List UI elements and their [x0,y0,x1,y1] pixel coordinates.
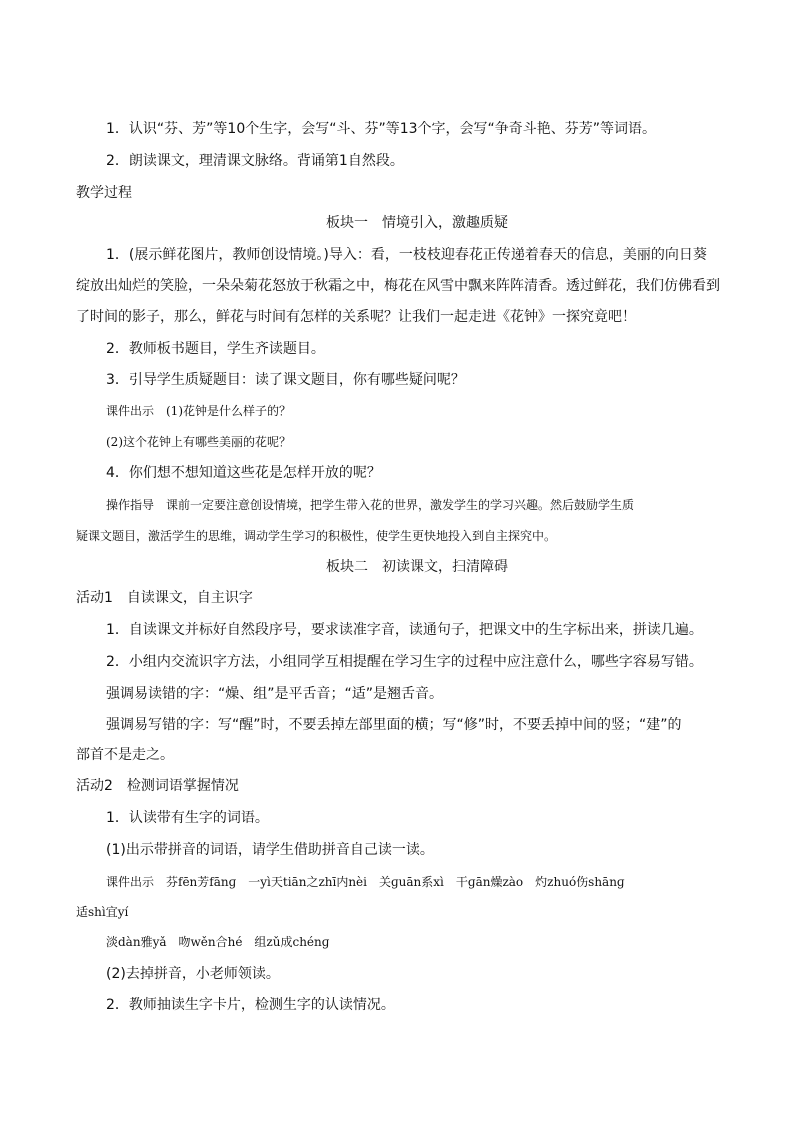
activity1-para2: 2．小组内交流识字方法，小组同学互相提醒在学习生字的过程中应注意什么，哪些字容易写错。 [106,654,703,670]
activity1-note2-line2: 部首不是走之。 [76,747,174,763]
block2-title: 板块二 初读课文，扫清障碍 [326,559,508,575]
block1-para1-line1: 1．(展示鲜花图片，教师创设情境。)导入：看，一枝枝迎春花正传递着春天的信息，美丽的向日葵 [106,247,707,263]
block1-slide-2: (2)这个花钟上有哪些美丽的花呢？ [106,435,291,449]
operation-guide-line1: 操作指导 课前一定要注意创设情境，把学生带入花的世界，激发学生的学习兴趣。然后鼓励学生质 [106,498,635,512]
activity1-note2-line1: 强调易写错的字：写“醒”时，不要丢掉左部里面的横；写“修”时，不要丢掉中间的竖；“建”的 [106,717,682,733]
activity2-slide-line1: 课件出示 芬fēn芳fānɡ 一yì天tiān之zhī内nèi 关ɡuān系xì 干ɡān燥zào 灼zhuó伤shānɡ [106,875,625,889]
block1-slide-1: 课件出示 (1)花钟是什么样子的？ [106,404,291,418]
goal-1: 1．认识“芬、芳”等10个生字，会写“斗、芬”等13个字，会写“争奇斗艳、芬芳”等词语。 [106,121,657,137]
block1-title: 板块一 情境引入，激趣质疑 [326,215,508,231]
operation-guide-line2: 疑课文题目，激活学生的思维，调动学生学习的积极性，使学生更快地投入到自主探究中。 [76,529,557,543]
goal-2: 2．朗读课文，理清课文脉络。背诵第1自然段。 [106,153,404,169]
process-heading: 教学过程 [76,185,132,201]
block1-para1-line2: 绽放出灿烂的笑脸，一朵朵菊花怒放于秋霜之中，梅花在风雪中飘来阵阵清香。透过鲜花，我们仿佛看到 [76,278,720,294]
activity2-para1-sub1: (1)出示带拼音的词语，请学生借助拼音自己读一读。 [106,842,434,858]
activity1-para1: 1．自读课文并标好自然段序号，要求读准字音，读通句子，把课文中的生字标出来，拼读几遍。 [106,622,703,638]
block1-para3: 3．引导学生质疑题目：读了课文题目，你有哪些疑问呢？ [106,372,465,388]
block1-para4: 4．你们想不想知道这些花是怎样开放的呢？ [106,465,381,481]
activity2-slide-line3: 淡dàn雅yǎ 吻wěn合hé 组zǔ成chénɡ [106,935,330,949]
activity2-title: 活动2 检测词语掌握情况 [76,778,239,794]
block1-para1-line3: 了时间的影子，那么，鲜花与时间有怎样的关系呢？让我们一起走进《花钟》一探究竟吧！ [76,309,636,325]
activity2-para1-sub2: (2)去掉拼音，小老师领读。 [106,966,280,982]
activity2-para2: 2．教师抽读生字卡片，检测生字的认读情况。 [106,997,395,1013]
activity1-note1: 强调易读错的字：“燥、组”是平舌音；“适”是翘舌音。 [106,686,444,702]
activity2-para1: 1．认读带有生字的词语。 [106,810,269,826]
activity1-title: 活动1 自读课文，自主识字 [76,590,253,606]
block1-para2: 2．教师板书题目，学生齐读题目。 [106,341,325,357]
activity2-slide-line2: 适shì宜yí [76,905,129,919]
